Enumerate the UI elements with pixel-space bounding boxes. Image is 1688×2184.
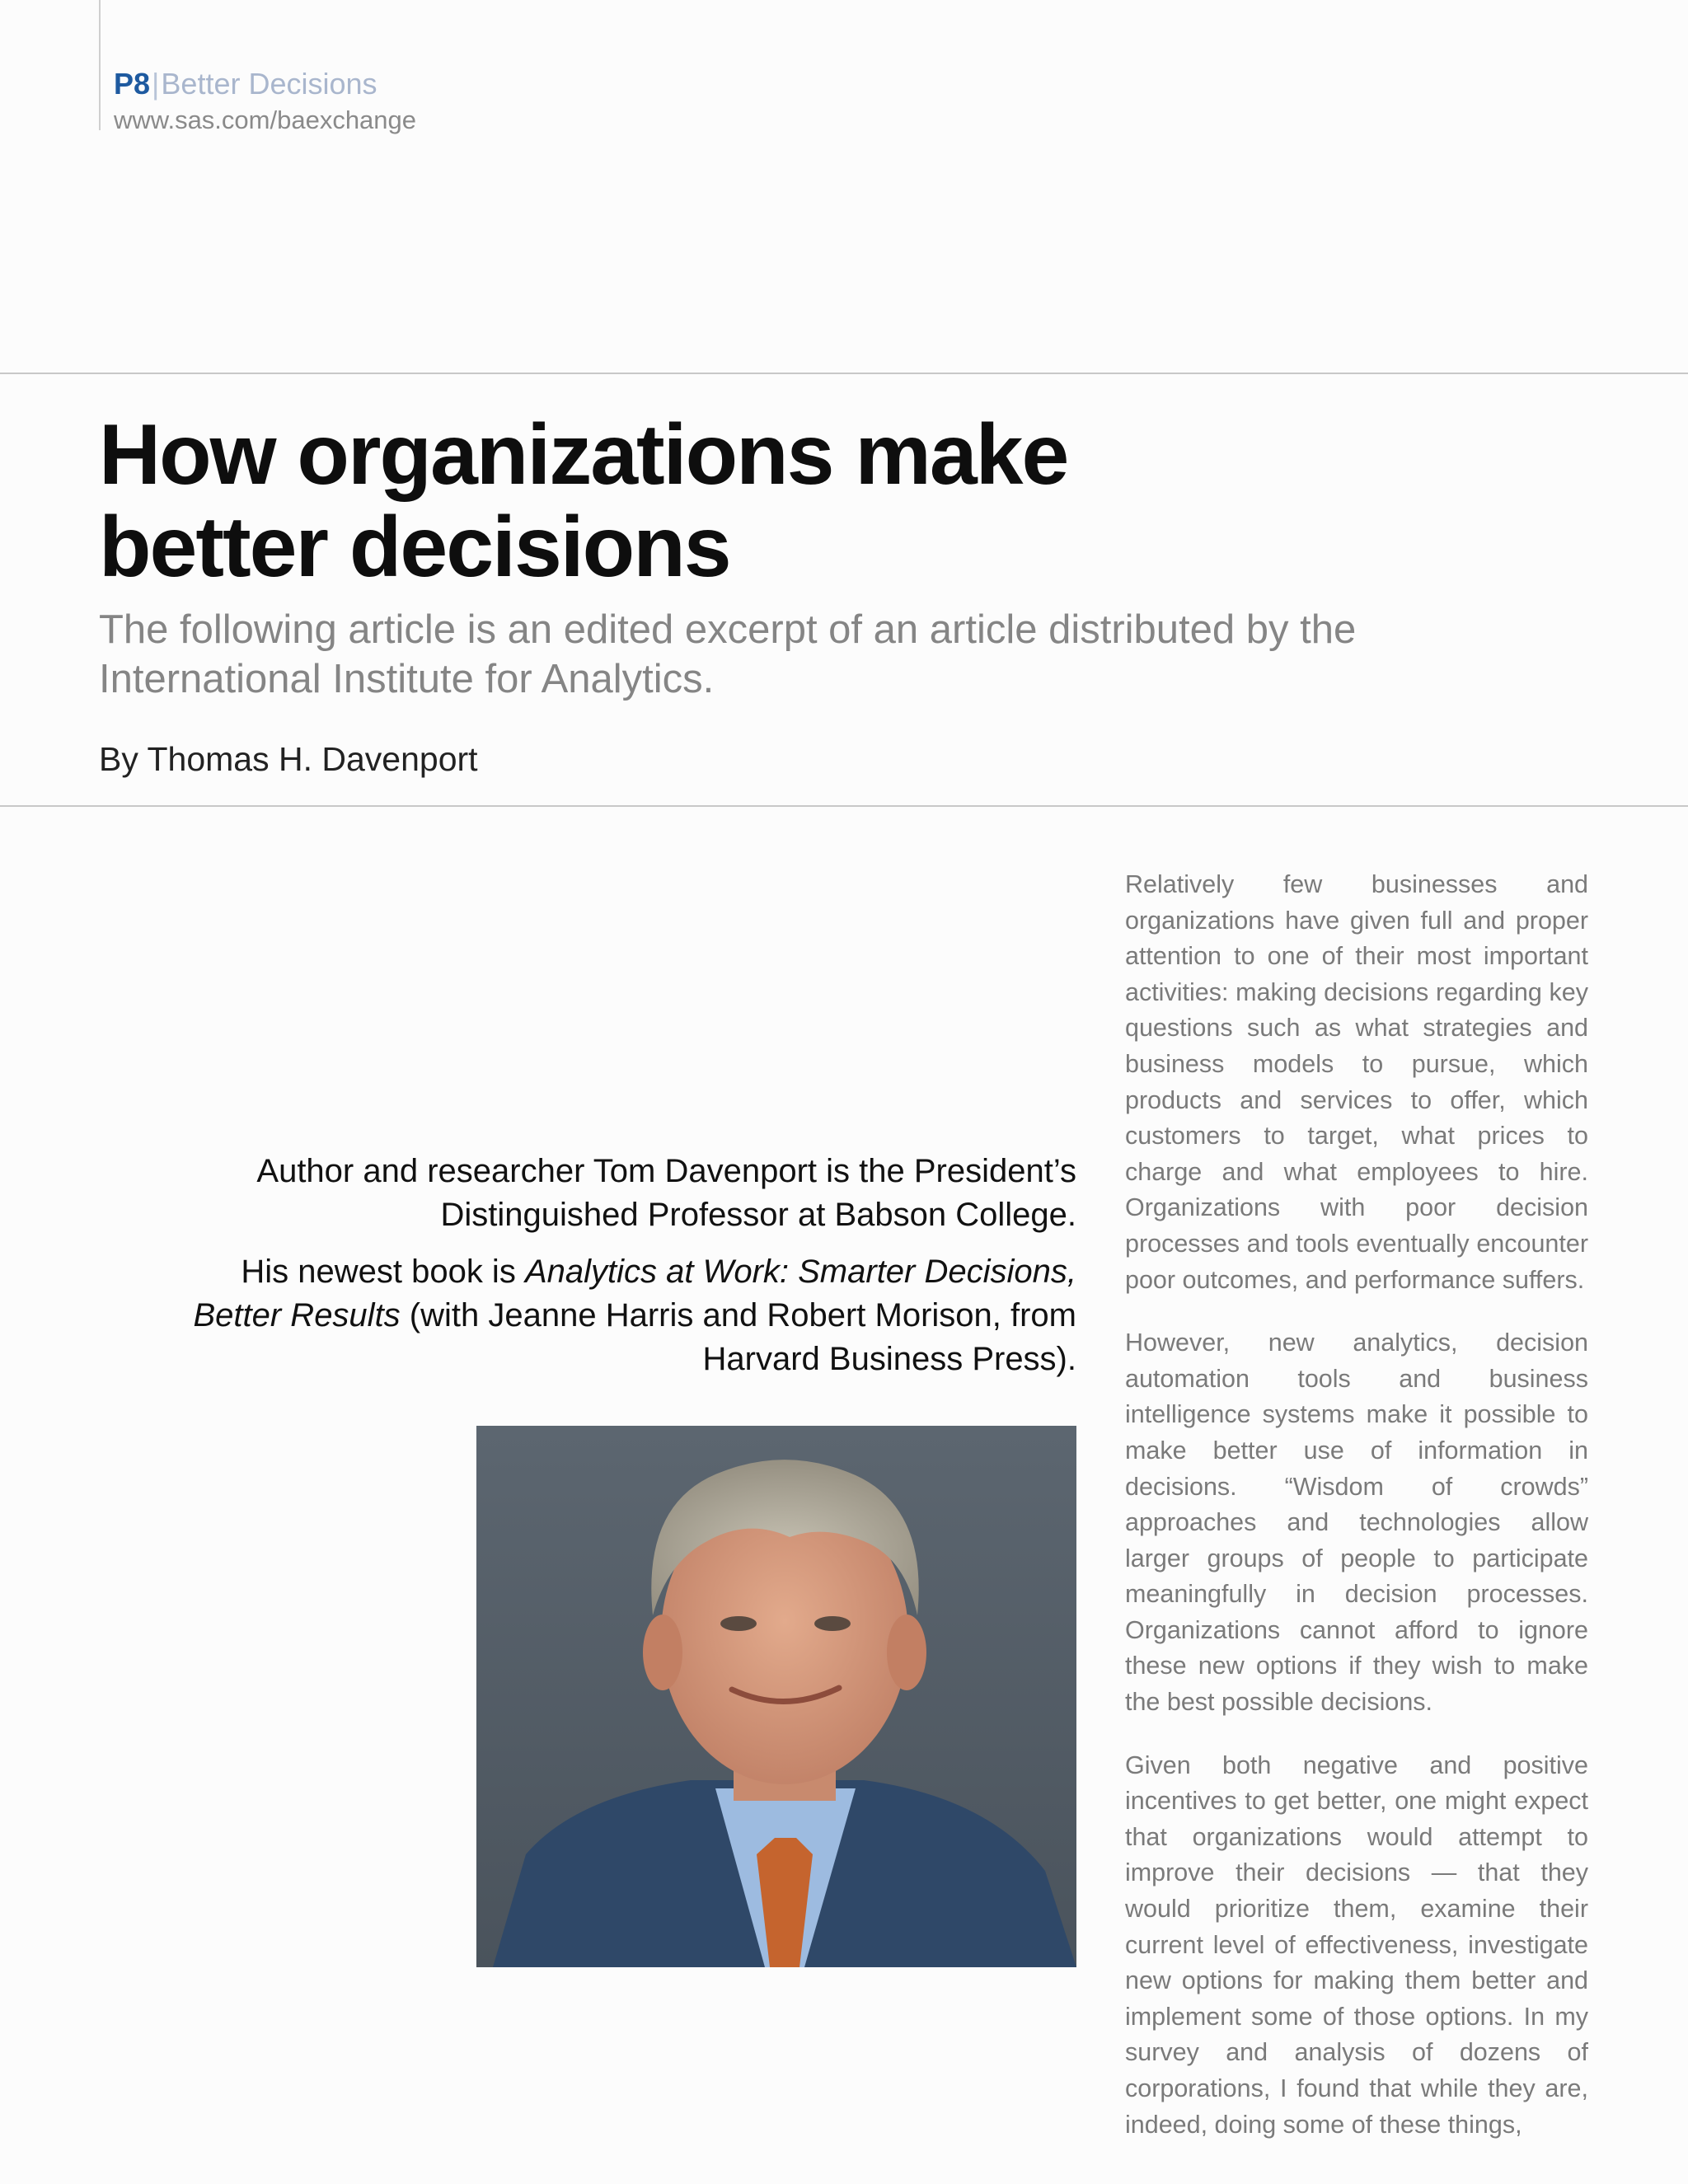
- body-paragraph: Relatively few businesses and organizations have given full and proper attention to one of their most important activities: making decisions regarding key questions such as what strategies and business models to pursue, which products and services to offer, which customers to target, what prices to charge and what employees to hire. Organizations with poor decision processes and tools eventually encounter poor outcomes, and performance suffers.: [1125, 870, 1588, 1294]
- header-vertical-rule: [99, 0, 101, 130]
- body-paragraph: Given both negative and positive incentives to get better, one might expect that organizations would attempt to improve their decisions — that they would prioritize them, examine their current level of effectiveness, investigate new options for making them better and implement some of those options. In my survey and analysis of dozens of corporations, I found that while they are, indeed, doing some of these things,: [1125, 1750, 1588, 2139]
- article-title: [99, 409, 1067, 593]
- header-separator: |: [152, 67, 160, 101]
- page-number: P8: [114, 67, 151, 101]
- caption-book: [148, 1250, 1076, 1381]
- bottom-divider: [0, 805, 1688, 807]
- section-name: Better Decisions: [161, 67, 377, 101]
- body-paragraph: However, new analytics, decision automation tools and business intelligence systems make it possible to make better use of information in decisions. “Wisdom of crowds” approaches and technologies allow larger groups of people to participate meaningfully in decision processes. Organizations cannot afford to ignore these new options if they wish to make the best possible decisions.: [1125, 1329, 1588, 1717]
- article-body: [1125, 867, 1588, 2170]
- site-url[interactable]: www.sas.com/baexchange: [114, 105, 417, 134]
- top-divider: [0, 373, 1688, 374]
- caption-bio: Author and researcher Tom Davenport is the President’s Distinguished Professor at Babson College.: [256, 1153, 1076, 1233]
- title-line-1: How organizations make: [99, 407, 1068, 503]
- title-line-2: better decisions: [99, 499, 730, 595]
- caption-book-intro: His newest book is: [241, 1254, 525, 1290]
- caption-book-details: (with Jeanne Harris and Robert Morison, from Harvard Business Press).: [400, 1297, 1076, 1377]
- book-title: Analytics at Work: Smarter Decisions, Better Results: [193, 1254, 1076, 1333]
- author-caption: [148, 1150, 1076, 1394]
- article-subtitle: The following article is an edited excerpt of an article distributed by the International Institute for Analytics.: [99, 607, 1357, 701]
- page-header: [114, 68, 377, 101]
- author-portrait-icon: [476, 1426, 1076, 1967]
- byline: By Thomas H. Davenport: [99, 740, 478, 778]
